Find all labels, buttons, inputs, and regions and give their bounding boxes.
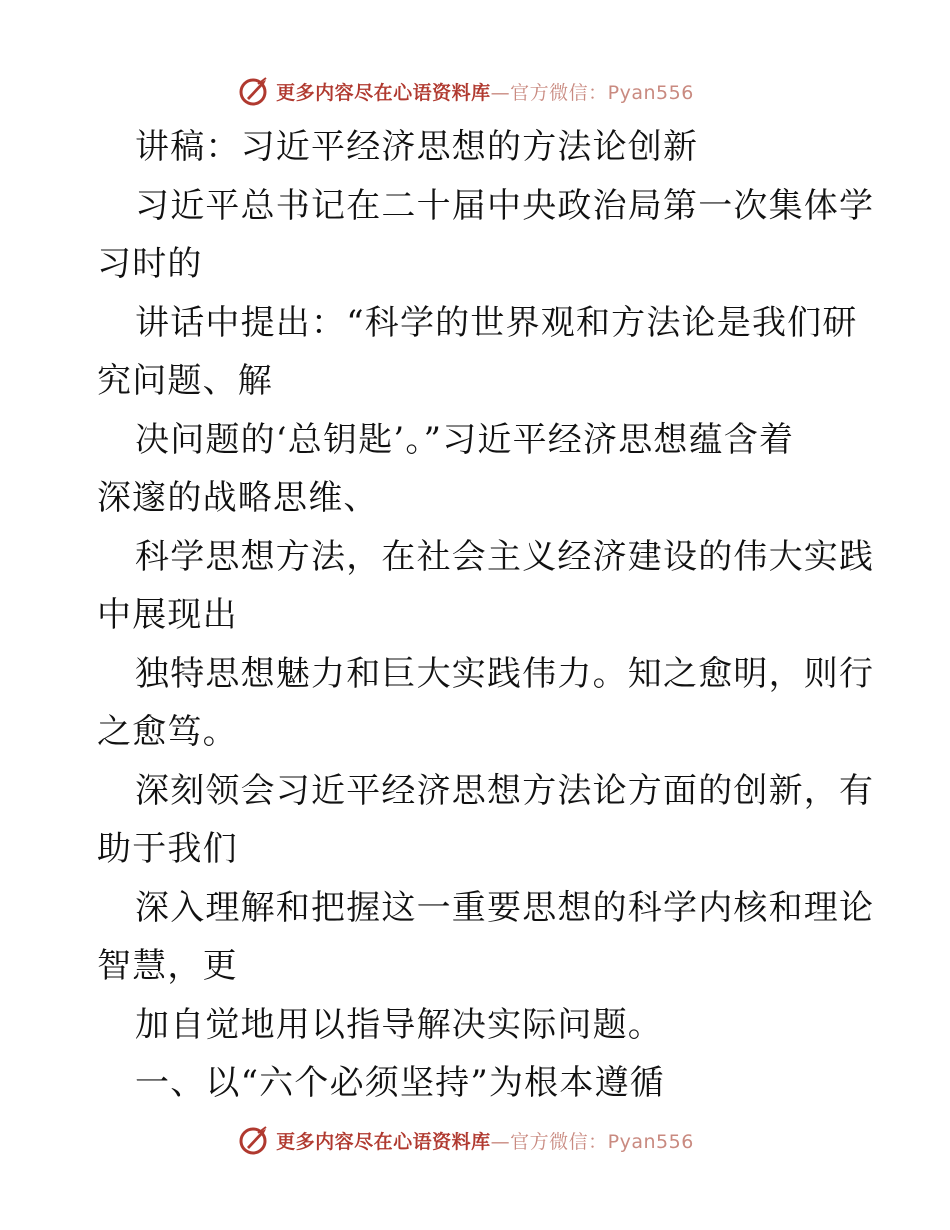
section-heading: 一、以“六个必须坚持”为根本遵循 — [135, 1063, 665, 1103]
text-line: 决问题的‘总钥匙’。”习近平经济思想蕴含着 — [135, 419, 795, 460]
text-line: 深刻领会习近平经济思想方法论方面的创新，有 — [135, 770, 875, 811]
text-line: 习近平总书记在二十届中央政治局第一次集体学 — [135, 185, 875, 226]
text-line: 深邃的战略思维、 — [97, 478, 379, 518]
watermark-text — [276, 1127, 694, 1154]
text-line: 中展现出 — [97, 595, 238, 635]
text-line: 讲话中提出：“科学的世界观和方法论是我们研 — [135, 302, 858, 343]
watermark-text — [276, 78, 694, 105]
text-line: 助于我们 — [97, 829, 238, 869]
quill-logo-icon — [238, 1123, 272, 1157]
text-line: 习时的 — [97, 244, 203, 284]
watermark-brand: 更多内容尽在心语资料库 — [276, 81, 491, 104]
footer-watermark — [0, 1120, 950, 1160]
text-line: 加自觉地用以指导解决实际问题。 — [135, 1004, 663, 1045]
text-line: 深入理解和把握这一重要思想的科学内核和理论 — [135, 887, 875, 928]
text-line: 科学思想方法，在社会主义经济建设的伟大实践 — [135, 536, 875, 577]
watermark-contact: —官方微信：Pyan556 — [490, 81, 694, 104]
doc-title: 讲稿：习近平经济思想的方法论创新 — [135, 127, 699, 167]
watermark-contact: —官方微信：Pyan556 — [490, 1130, 694, 1153]
text-line: 独特思想魅力和巨大实践伟力。知之愈明，则行 — [135, 653, 875, 694]
text-line: 智慧，更 — [97, 946, 238, 986]
text-line: 究问题、解 — [97, 361, 273, 401]
quill-logo-icon — [238, 74, 272, 108]
text-line: 之愈笃。 — [97, 712, 238, 752]
document-body — [97, 118, 875, 1113]
watermark-brand: 更多内容尽在心语资料库 — [276, 1130, 491, 1153]
header-watermark — [0, 71, 950, 111]
